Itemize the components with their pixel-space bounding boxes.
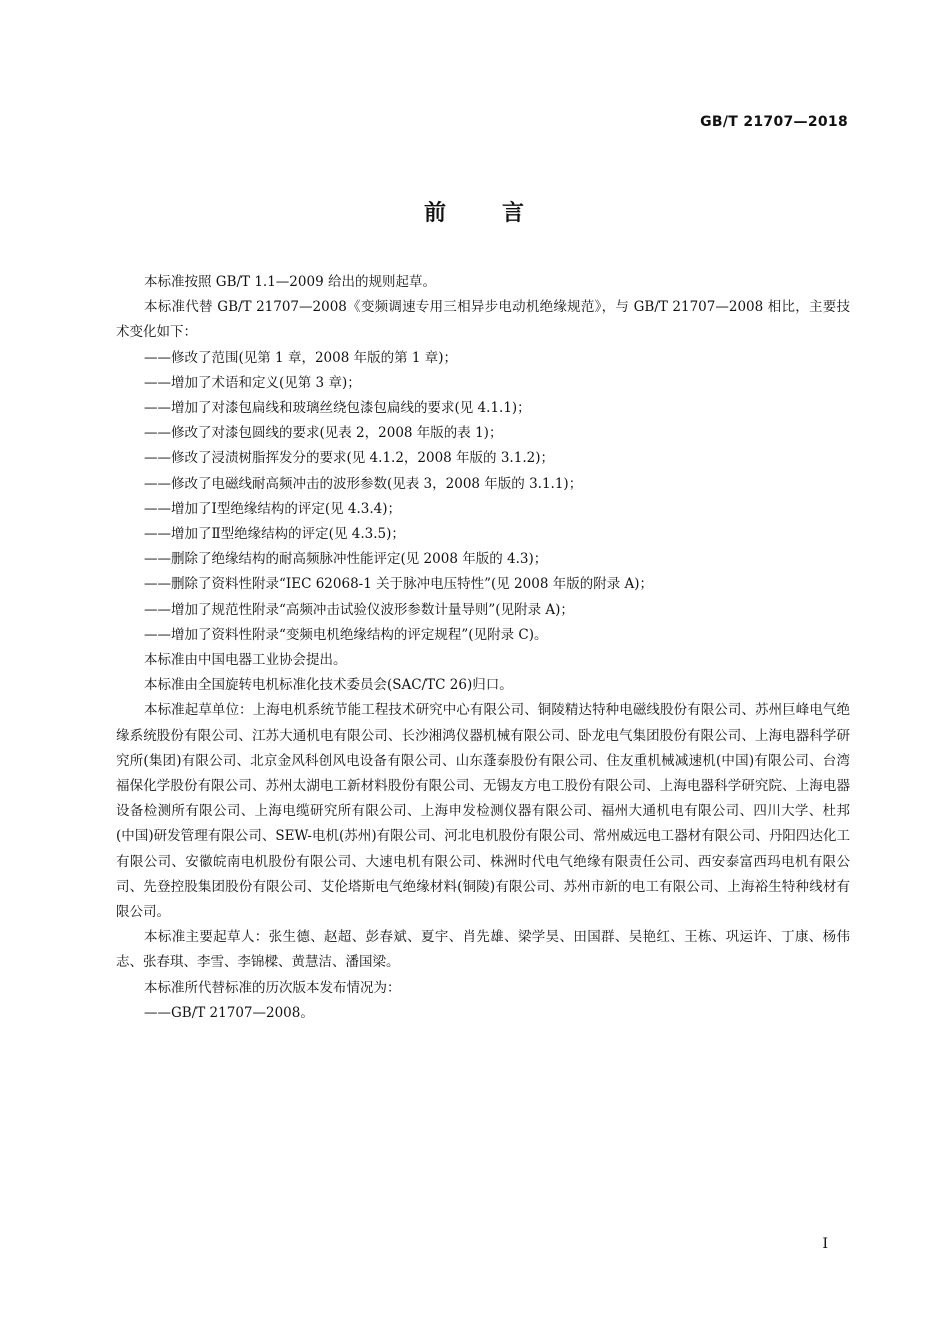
list-item: ——修改了电磁线耐高频冲击的波形参数(见表 3，2008 年版的 3.1.1)； [144, 475, 583, 492]
list-item: ——删除了绝缘结构的耐高频脉冲性能评定(见 2008 年版的 4.3)； [144, 551, 548, 568]
list-item: ——修改了对漆包圆线的要求(见表 2，2008 年版的表 1)； [144, 425, 503, 442]
paragraph-drafting-rules: 本标准按照 GB/T 1.1—2009 给出的规则起草。 [144, 274, 436, 290]
paragraph-history-intro: 本标准所代替标准的历次版本发布情况为： [144, 979, 401, 996]
list-item: ——增加了术语和定义(见第 3 章)； [144, 374, 361, 391]
paragraph-drafting-units: 本标准起草单位：上海电机系统节能工程技术研究中心有限公司、铜陵精达特种电磁线股份有限公司、苏州巨峰电气绝缘系统股份有限公司、江苏大通机电有限公司、长沙湘鸿仪器机械有限公司、卧龙电气集团股份有限公司、上海电器科学研究所(集团)有限公司、北京金风科创风电设备有限公司、山东蓬泰股份有限公司、住友重机械减速机(中国)有限公司、台湾福保化学股份有限公司、苏州太湖电工新材料股份有限公司、无锡友方电工股份有限公司、上海电器科学研究院、上海电器设备检测所有限公司、上海电缆研究所有限公司、上海申发检测仪器有限公司、福州大通机电有限公司、四川大学、杜邦(中国)研发管理有限公司、SEW-电机(苏州)有限公司、河北电机股份有限公司、常州威远电工器材有限公司、丹阳四达化工有限公司、安徽皖南电机股份有限公司、大速电机有限公司、株洲时代电气绝缘有限责任公司、西安泰富西玛电机有限公司、先登控股集团股份有限公司、艾伦塔斯电气绝缘材料(铜陵)有限公司、苏州市新的电工有限公司、上海裕生特种线材有限公司。 [116, 702, 850, 921]
list-item: ——增加了规范性附录“高频冲击试验仪波形参数计量导则”(见附录 A)； [144, 601, 574, 618]
list-item: ——增加了资料性附录“变频电机绝缘结构的评定规程”(见附录 C)。 [144, 626, 548, 643]
title-char-1: 前 [423, 201, 448, 226]
paragraph-drafters: 本标准主要起草人：张生德、赵超、彭春斌、夏宇、肖先雄、梁学昊、田国群、吴艳红、王栋、巩运许、丁康、杨伟志、张春琪、李雪、李锦樑、黄慧洁、潘国梁。 [116, 929, 850, 971]
standard-code: GB/T 21707—2018 [700, 114, 848, 130]
section-title [0, 196, 950, 227]
history-list [116, 1001, 850, 1026]
list-item: ——增加了Ⅱ型绝缘结构的评定(见 4.3.5)； [144, 526, 405, 543]
list-item: ——GB/T 21707—2008。 [144, 1004, 314, 1021]
list-item: ——增加了Ⅰ型绝缘结构的评定(见 4.3.4)； [144, 500, 402, 517]
title-char-2: 言 [502, 201, 527, 226]
list-item: ——删除了资料性附录“IEC 62068-1 关于脉冲电压特性”(见 2008 年版的附录 A)； [144, 576, 654, 593]
paragraph-proposed-by: 本标准由中国电器工业协会提出。 [144, 652, 347, 669]
page-number: Ⅰ [822, 1236, 828, 1252]
list-item: ——增加了对漆包扁线和玻璃丝绕包漆包扁线的要求(见 4.1.1)； [144, 400, 531, 417]
list-item: ——修改了浸渍树脂挥发分的要求(见 4.1.2，2008 年版的 3.1.2)； [144, 450, 554, 467]
paragraph-centralized-by: 本标准由全国旋转电机标准化技术委员会(SAC/TC 26)归口。 [144, 677, 513, 694]
paragraph-replacement: 本标准代替 GB/T 21707—2008《变频调速专用三相异步电动机绝缘规范》，与 GB/T 21707—2008 相比，主要技术变化如下： [116, 299, 850, 341]
foreword-body [116, 270, 850, 1026]
technical-changes-list [116, 346, 850, 648]
list-item: ——修改了范围(见第 1 章，2008 年版的第 1 章)； [144, 349, 458, 366]
